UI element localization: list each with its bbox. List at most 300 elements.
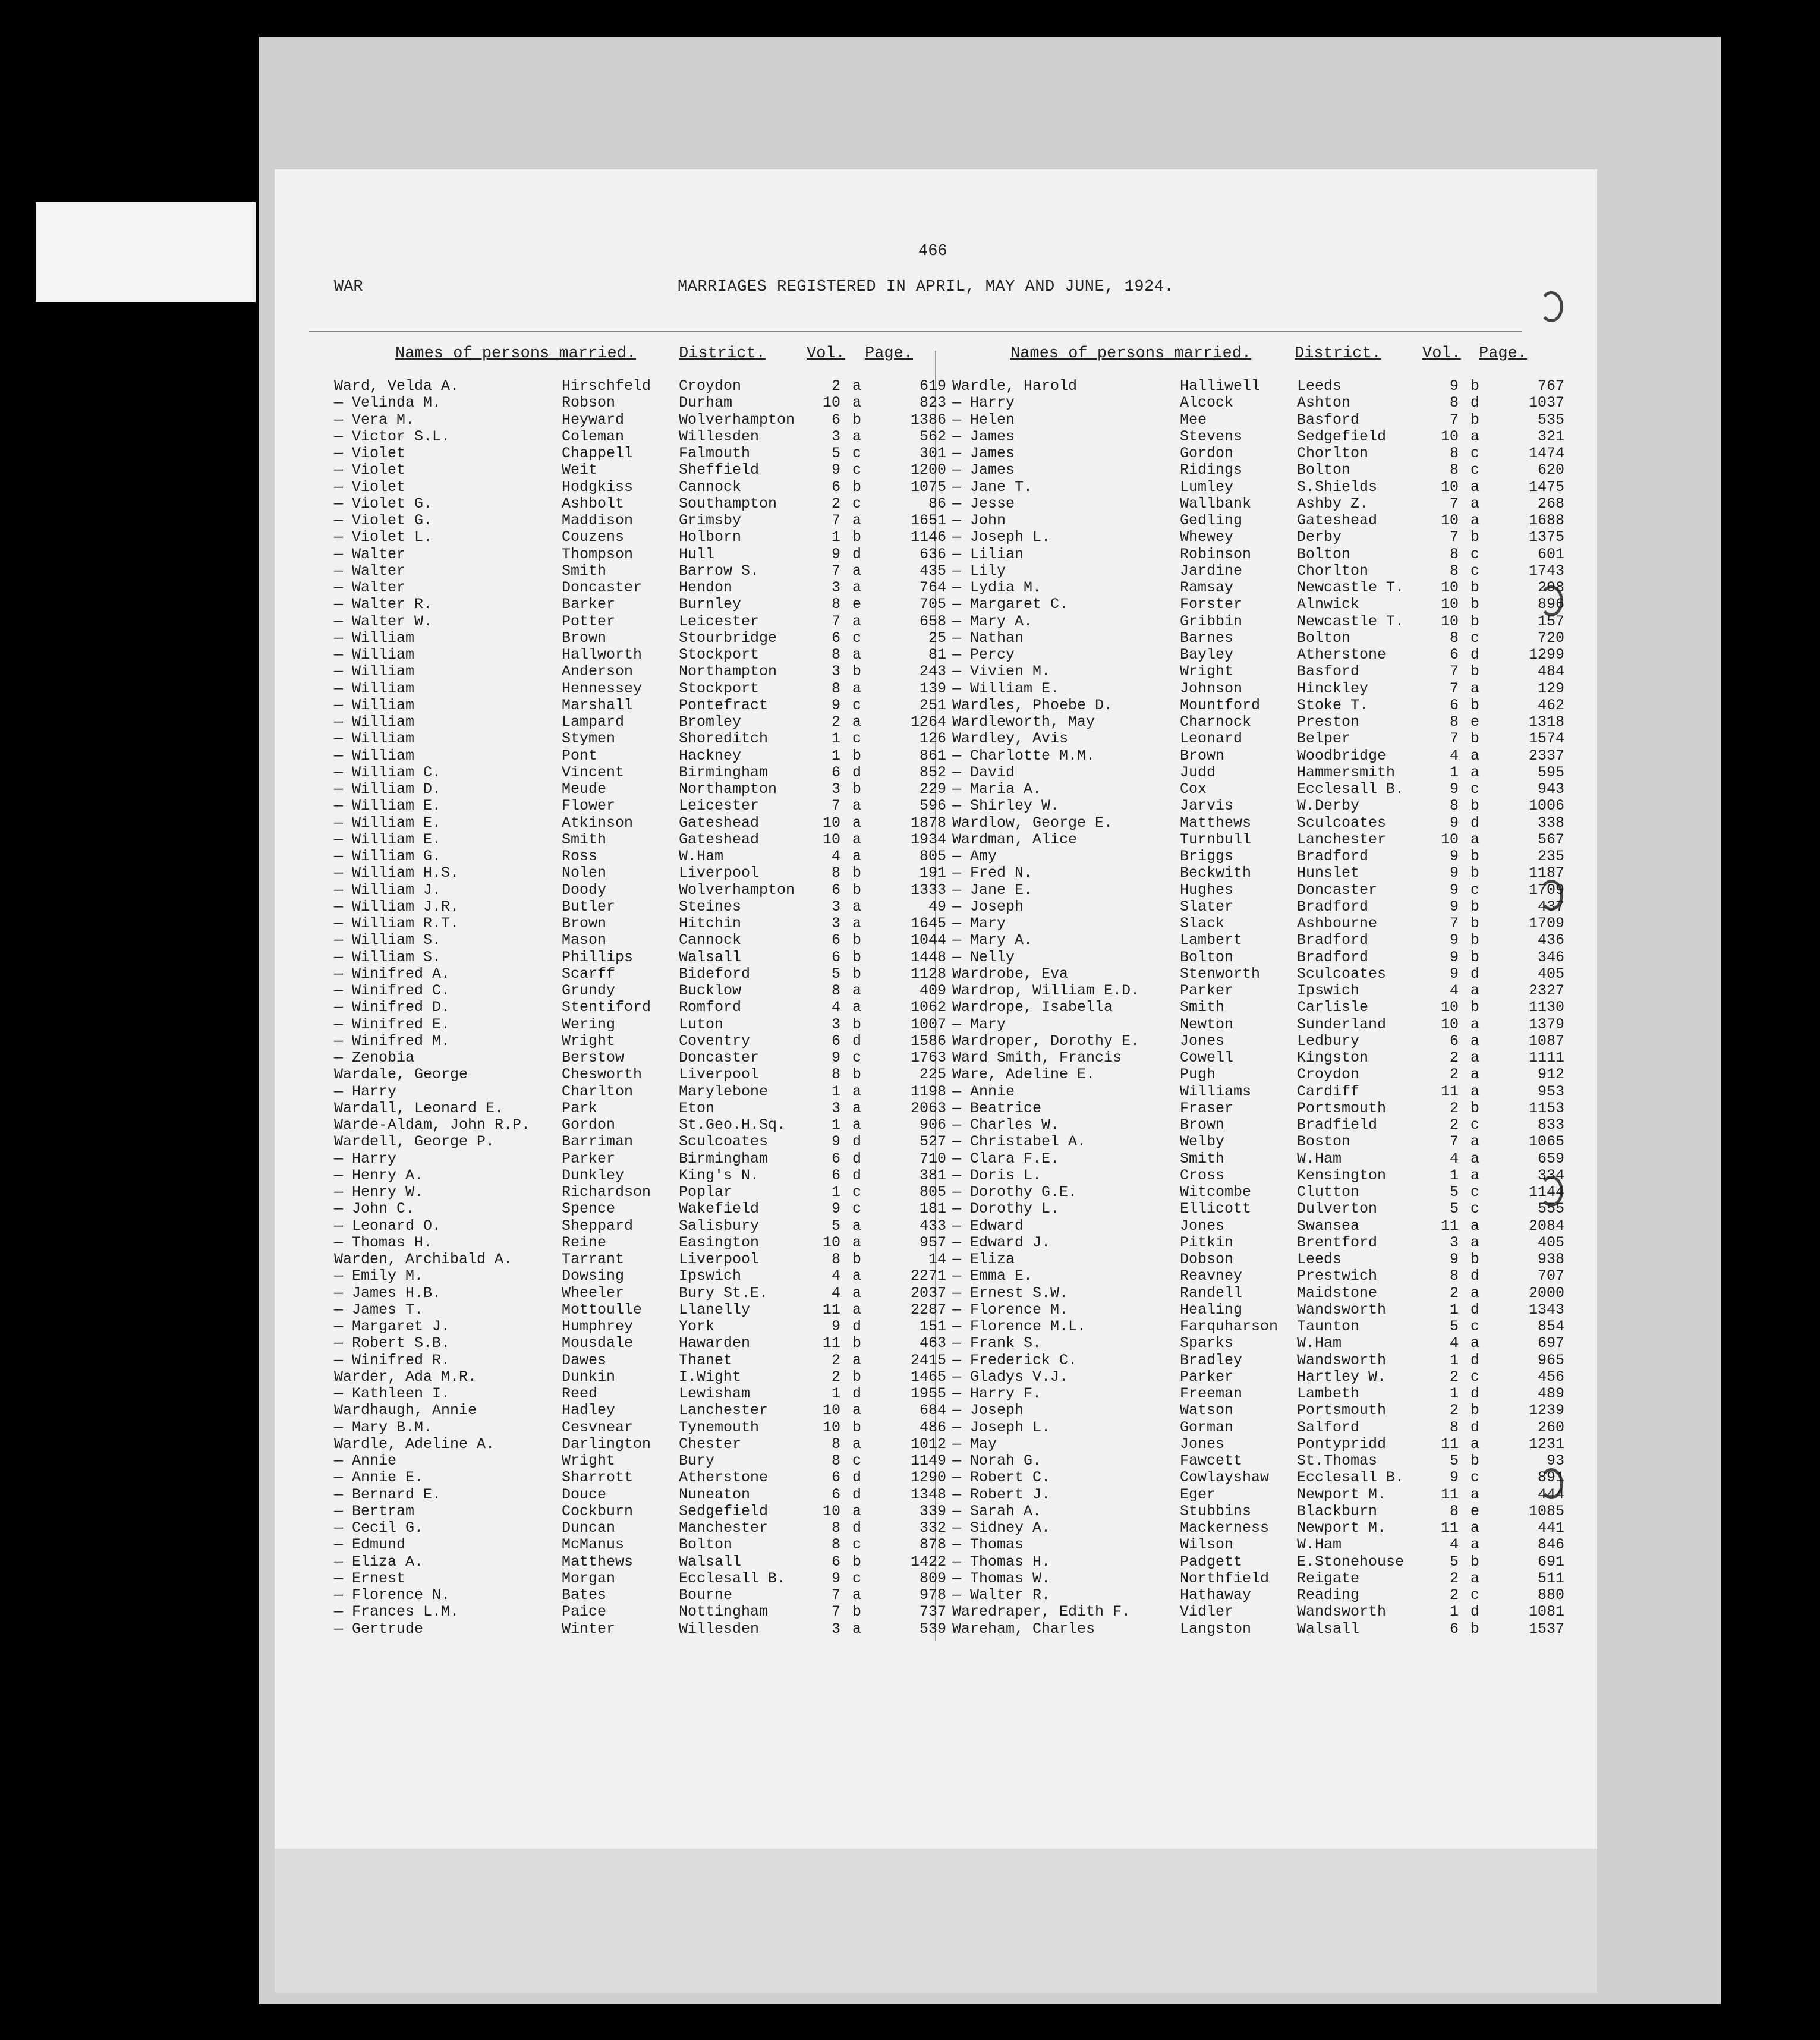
- left-district-header: District.: [679, 345, 766, 363]
- entry-page: 489: [1537, 1385, 1564, 1402]
- entry-volume-part: a: [1471, 1233, 1480, 1251]
- entry-district: Nuneaton: [679, 1485, 751, 1503]
- entry-name: — Joseph L.: [952, 1418, 1051, 1436]
- entry-volume: 8: [1449, 461, 1459, 479]
- entry-page: 181: [919, 1200, 946, 1218]
- entry-volume-part: c: [852, 1200, 862, 1218]
- entry-name: — Harry: [334, 1082, 397, 1100]
- entry-volume: 5: [1449, 1452, 1459, 1469]
- entry-name: Ward, Velda A.: [334, 377, 459, 395]
- entry-page: 1198: [910, 1082, 946, 1100]
- entry-volume: 6: [831, 411, 840, 429]
- entry-district: Newport M.: [1297, 1485, 1387, 1503]
- entry-volume: 1: [831, 1116, 840, 1134]
- entry-volume-part: a: [852, 814, 862, 832]
- entry-volume-part: b: [1471, 864, 1480, 882]
- entry-volume-part: d: [852, 1469, 862, 1487]
- entry-district: Shoreditch: [679, 730, 769, 748]
- entry-page: 1149: [910, 1452, 946, 1469]
- entry-district: Hunslet: [1297, 864, 1360, 882]
- entry-name: — Mary: [952, 915, 1006, 932]
- entry-page: 938: [1537, 1251, 1564, 1268]
- entry-spouse-surname: Brown: [562, 915, 607, 932]
- entry-district: Croydon: [679, 377, 742, 395]
- entry-volume: 2: [1449, 1284, 1459, 1302]
- entry-spouse-surname: Smith: [1180, 1150, 1225, 1167]
- entry-page: 462: [1537, 696, 1564, 714]
- entry-volume: 8: [1449, 1502, 1459, 1520]
- entry-spouse-surname: Doncaster: [562, 579, 643, 596]
- entry-district: Leeds: [1297, 1251, 1342, 1268]
- entry-spouse-surname: Gordon: [562, 1116, 616, 1134]
- entry-page: 405: [1537, 1233, 1564, 1251]
- entry-page: 1386: [910, 411, 946, 429]
- entry-district: Portsmouth: [1297, 1402, 1387, 1419]
- entry-spouse-surname: Fraser: [1180, 1099, 1234, 1117]
- entry-spouse-surname: Mason: [562, 931, 607, 949]
- page-title: MARRIAGES REGISTERED IN APRIL, MAY AND JUNE, 1924.: [678, 278, 1175, 296]
- entry-volume: 9: [1449, 377, 1459, 395]
- entry-volume-part: a: [852, 797, 862, 815]
- entry-volume: 11: [1440, 1435, 1459, 1453]
- entry-spouse-surname: Johnson: [1180, 679, 1243, 697]
- entry-volume: 9: [1449, 1469, 1459, 1487]
- entry-district: Bideford: [679, 965, 751, 983]
- entry-volume-part: a: [1471, 478, 1480, 496]
- entry-volume-part: a: [852, 1620, 862, 1638]
- entry-spouse-surname: Spence: [562, 1200, 616, 1218]
- entry-spouse-surname: Hallworth: [562, 646, 643, 663]
- entry-district: Birmingham: [679, 1150, 769, 1167]
- entry-volume: 1: [831, 747, 840, 764]
- entry-district: Leeds: [1297, 377, 1342, 395]
- entry-name: — William J.: [334, 881, 442, 899]
- entry-page: 441: [1537, 1519, 1564, 1537]
- entry-volume-part: a: [852, 1351, 862, 1369]
- entry-page: 1085: [1528, 1502, 1564, 1520]
- entry-name: — Robert C.: [952, 1469, 1051, 1487]
- entry-spouse-surname: Smith: [562, 562, 607, 580]
- entry-volume: 10: [822, 830, 840, 848]
- entry-page: 409: [919, 982, 946, 999]
- entry-district: Basford: [1297, 411, 1360, 429]
- entry-page: 346: [1537, 948, 1564, 966]
- entry-name: — Jane E.: [952, 881, 1033, 899]
- entry-page: 805: [919, 1183, 946, 1201]
- entry-volume-part: b: [852, 528, 862, 546]
- entry-name: — Ernest S.W.: [952, 1284, 1069, 1302]
- entry-district: Kingston: [1297, 1049, 1369, 1066]
- entry-page: 720: [1537, 629, 1564, 647]
- entry-volume: 10: [1440, 830, 1459, 848]
- entry-name: — Bertram: [334, 1502, 415, 1520]
- entry-name: — James H.B.: [334, 1284, 442, 1302]
- entry-volume: 8: [1449, 797, 1459, 815]
- entry-name: — Robert S.B.: [334, 1334, 451, 1352]
- entry-spouse-surname: Couzens: [562, 528, 625, 546]
- entry-volume-part: b: [1471, 377, 1480, 395]
- entry-district: Bury: [679, 1452, 715, 1469]
- entry-volume-part: d: [1471, 1301, 1480, 1318]
- entry-name: — Thomas W.: [952, 1569, 1051, 1587]
- entry-volume: 7: [831, 512, 840, 529]
- entry-volume: 4: [1449, 1536, 1459, 1554]
- left-names-header: Names of persons married.: [395, 345, 637, 363]
- entry-volume-part: a: [1471, 679, 1480, 697]
- entry-district: Birmingham: [679, 763, 769, 781]
- entry-district: Cardiff: [1297, 1082, 1360, 1100]
- entry-spouse-surname: Tarrant: [562, 1251, 625, 1268]
- entry-name: — Winifred M.: [334, 1032, 451, 1050]
- entry-page: 1343: [1528, 1301, 1564, 1318]
- entry-district: Doncaster: [679, 1049, 760, 1066]
- entry-volume-part: b: [852, 1015, 862, 1033]
- entry-name: — Winifred D.: [334, 999, 451, 1016]
- entry-spouse-surname: Robinson: [1180, 545, 1252, 563]
- entry-volume-part: c: [1471, 1469, 1480, 1487]
- entry-name: — Lydia M.: [952, 579, 1042, 596]
- entry-name: — Emily M.: [334, 1267, 424, 1285]
- entry-name: — William D.: [334, 780, 442, 798]
- entry-name: — Christabel A.: [952, 1133, 1087, 1151]
- entry-name: Wardman, Alice: [952, 830, 1078, 848]
- entry-spouse-surname: Wheeler: [562, 1284, 625, 1302]
- entry-district: Liverpool: [679, 1066, 760, 1084]
- entry-page: 268: [1537, 495, 1564, 512]
- entry-volume: 9: [831, 545, 840, 563]
- entry-page: 1081: [1528, 1603, 1564, 1621]
- entry-spouse-surname: Leonard: [1180, 730, 1243, 748]
- entry-district: Llanelly: [679, 1301, 751, 1318]
- entry-spouse-surname: Chappell: [562, 445, 634, 462]
- entry-page: 486: [919, 1418, 946, 1436]
- entry-volume: 3: [1449, 1233, 1459, 1251]
- entry-volume: 1: [1449, 763, 1459, 781]
- entry-volume-part: b: [1471, 528, 1480, 546]
- entry-district: Grimsby: [679, 512, 742, 529]
- entry-volume-part: a: [1471, 1217, 1480, 1235]
- entry-volume: 6: [831, 1032, 840, 1050]
- entry-page: 1475: [1528, 478, 1564, 496]
- entry-page: 596: [919, 797, 946, 815]
- entry-name: — William: [334, 696, 415, 714]
- entry-name: — Winifred C.: [334, 982, 451, 999]
- entry-name: — Leonard O.: [334, 1217, 442, 1235]
- entry-district: Hendon: [679, 579, 733, 596]
- entry-volume: 8: [831, 679, 840, 697]
- entry-district: Northampton: [679, 780, 777, 798]
- entry-volume: 4: [1449, 1334, 1459, 1352]
- entry-page: 1348: [910, 1485, 946, 1503]
- entry-volume: 2: [831, 1368, 840, 1386]
- entry-spouse-surname: Cowell: [1180, 1049, 1234, 1066]
- entry-volume: 3: [831, 1015, 840, 1033]
- entry-volume: 7: [1449, 679, 1459, 697]
- entry-volume-part: a: [1471, 1082, 1480, 1100]
- entry-name: — Thomas H.: [334, 1233, 433, 1251]
- entry-name: — Eliza: [952, 1251, 1015, 1268]
- entry-name: — Thomas: [952, 1536, 1024, 1554]
- entry-volume-part: b: [852, 948, 862, 966]
- entry-volume: 6: [831, 629, 840, 647]
- entry-page: 562: [919, 427, 946, 445]
- entry-volume: 8: [1449, 629, 1459, 647]
- entry-volume: 1: [831, 528, 840, 546]
- entry-name: — William E.: [952, 679, 1060, 697]
- entry-page: 49: [928, 898, 946, 915]
- entry-volume-part: b: [1471, 915, 1480, 932]
- entry-name: — Nelly: [952, 948, 1015, 966]
- entry-volume: 7: [831, 1603, 840, 1621]
- entry-name: — William E.: [334, 797, 442, 815]
- entry-volume-part: a: [852, 679, 862, 697]
- entry-volume-part: c: [1471, 629, 1480, 647]
- entry-district: Falmouth: [679, 445, 751, 462]
- entry-name: — Winifred R.: [334, 1351, 451, 1369]
- entry-page: 852: [919, 763, 946, 781]
- entry-volume-part: b: [852, 780, 862, 798]
- entry-district: Pontypridd: [1297, 1435, 1387, 1453]
- entry-name: Wardale, George: [334, 1066, 468, 1084]
- entry-spouse-surname: Darlington: [562, 1435, 651, 1453]
- entry-name: — Margaret J.: [334, 1318, 451, 1335]
- entry-district: Leicester: [679, 797, 760, 815]
- entry-name: Warden, Archibald A.: [334, 1251, 513, 1268]
- entry-page: 2271: [910, 1267, 946, 1285]
- entry-volume-part: a: [1471, 495, 1480, 512]
- entry-name: — John C.: [334, 1200, 415, 1218]
- entry-district: Sedgefield: [679, 1502, 769, 1520]
- entry-volume: 7: [1449, 730, 1459, 748]
- entry-spouse-surname: Healing: [1180, 1301, 1243, 1318]
- entry-volume: 10: [1440, 999, 1459, 1016]
- entry-page: 1379: [1528, 1015, 1564, 1033]
- entry-spouse-surname: Ashbolt: [562, 495, 625, 512]
- entry-volume-part: b: [852, 1066, 862, 1084]
- entry-district: Chorlton: [1297, 562, 1369, 580]
- entry-page: 405: [1537, 965, 1564, 983]
- entry-page: 619: [919, 377, 946, 395]
- entry-name: — Joseph L.: [952, 528, 1051, 546]
- entry-page: 2084: [1528, 1217, 1564, 1235]
- entry-volume: 9: [831, 696, 840, 714]
- entry-spouse-surname: Stymen: [562, 730, 616, 748]
- entry-name: Wardrop, William E.D.: [952, 982, 1140, 999]
- entry-page: 805: [919, 848, 946, 865]
- entry-district: Croydon: [1297, 1066, 1360, 1084]
- entry-district: W.Ham: [1297, 1150, 1342, 1167]
- entry-volume: 8: [1449, 445, 1459, 462]
- entry-name: — Beatrice: [952, 1099, 1042, 1117]
- entry-volume-part: a: [852, 1217, 862, 1235]
- entry-district: Woodbridge: [1297, 747, 1387, 764]
- entry-name: — William S.: [334, 931, 442, 949]
- entry-page: 301: [919, 445, 946, 462]
- entry-volume-part: c: [1471, 1318, 1480, 1335]
- entry-spouse-surname: Bayley: [1180, 646, 1234, 663]
- entry-volume-part: e: [852, 596, 862, 613]
- entry-spouse-surname: Mousdale: [562, 1334, 634, 1352]
- entry-volume-part: a: [852, 1267, 862, 1285]
- entry-volume: 8: [831, 646, 840, 663]
- entry-name: — Lily: [952, 562, 1006, 580]
- entry-volume-part: a: [852, 612, 862, 630]
- entry-name: — Walter R.: [952, 1586, 1051, 1604]
- entry-spouse-surname: Gedling: [1180, 512, 1243, 529]
- entry-spouse-surname: Phillips: [562, 948, 634, 966]
- entry-name: — James T.: [334, 1301, 424, 1318]
- entry-spouse-surname: Bradley: [1180, 1351, 1243, 1369]
- entry-page: 229: [919, 780, 946, 798]
- entry-volume: 2: [1449, 1099, 1459, 1117]
- entry-name: — Walter R.: [334, 596, 433, 613]
- entry-name: Wardle, Harold: [952, 377, 1078, 395]
- entry-district: Ashby Z.: [1297, 495, 1369, 512]
- entry-spouse-surname: Dawes: [562, 1351, 607, 1369]
- entry-page: 1144: [1528, 1183, 1564, 1201]
- entry-district: Dulverton: [1297, 1200, 1378, 1218]
- entry-volume-part: a: [1471, 982, 1480, 999]
- entry-district: Nottingham: [679, 1603, 769, 1621]
- entry-name: — William J.R.: [334, 898, 459, 915]
- entry-spouse-surname: Humphrey: [562, 1318, 634, 1335]
- entry-spouse-surname: Berstow: [562, 1049, 625, 1066]
- entry-volume-part: a: [1471, 512, 1480, 529]
- entry-name: — James: [952, 427, 1015, 445]
- entry-volume: 9: [831, 1569, 840, 1587]
- entry-district: Stoke T.: [1297, 696, 1369, 714]
- entry-page: 1087: [1528, 1032, 1564, 1050]
- entry-page: 809: [919, 1569, 946, 1587]
- entry-name: — Florence M.L.: [952, 1318, 1087, 1335]
- entry-volume-part: d: [852, 1485, 862, 1503]
- entry-page: 339: [919, 1502, 946, 1520]
- entry-name: — Edward J.: [952, 1233, 1051, 1251]
- entry-volume: 9: [1449, 1251, 1459, 1268]
- entry-page: 334: [1537, 1166, 1564, 1184]
- entry-page: 595: [1537, 763, 1564, 781]
- entry-district: Luton: [679, 1015, 724, 1033]
- entry-spouse-surname: Slack: [1180, 915, 1225, 932]
- entry-page: 1586: [910, 1032, 946, 1050]
- entry-name: — William: [334, 730, 415, 748]
- entry-district: Poplar: [679, 1183, 733, 1201]
- entry-name: — Vivien M.: [952, 663, 1051, 681]
- entry-volume: 1: [1449, 1166, 1459, 1184]
- entry-volume: 10: [1440, 427, 1459, 445]
- entry-spouse-surname: Jarvis: [1180, 797, 1234, 815]
- entry-volume: 10: [822, 1402, 840, 1419]
- entry-volume-part: c: [1471, 562, 1480, 580]
- entry-page: 129: [1537, 679, 1564, 697]
- entry-page: 1239: [1528, 1402, 1564, 1419]
- index-range-label: WAR: [334, 278, 363, 296]
- entry-volume: 7: [1449, 663, 1459, 681]
- entry-name: Ware, Adeline E.: [952, 1066, 1095, 1084]
- entry-volume-part: c: [1471, 881, 1480, 899]
- entry-district: Lanchester: [679, 1402, 769, 1419]
- entry-spouse-surname: Brown: [1180, 747, 1225, 764]
- entry-district: Bradford: [1297, 948, 1369, 966]
- entry-district: Wandsworth: [1297, 1351, 1387, 1369]
- entry-volume: 1: [831, 1183, 840, 1201]
- entry-name: — Sarah A.: [952, 1502, 1042, 1520]
- entry-volume: 6: [1449, 1620, 1459, 1638]
- entry-page: 767: [1537, 377, 1564, 395]
- entry-name: — Violet: [334, 445, 406, 462]
- entry-spouse-surname: Slater: [1180, 898, 1234, 915]
- entry-name: — Eliza A.: [334, 1553, 424, 1570]
- entry-spouse-surname: Eger: [1180, 1485, 1216, 1503]
- entry-spouse-surname: Langston: [1180, 1620, 1252, 1638]
- entry-page: 235: [1537, 848, 1564, 865]
- entry-page: 1934: [910, 830, 946, 848]
- entry-volume-part: a: [852, 377, 862, 395]
- entry-volume: 9: [831, 1200, 840, 1218]
- entry-volume-part: a: [852, 1435, 862, 1453]
- entry-volume: 10: [822, 1418, 840, 1436]
- entry-volume-part: c: [1471, 1586, 1480, 1604]
- entry-district: Easington: [679, 1233, 760, 1251]
- entry-district: Stockport: [679, 646, 760, 663]
- entry-page: 710: [919, 1150, 946, 1167]
- entry-page: 823: [919, 394, 946, 412]
- entry-district: Sheffield: [679, 461, 760, 479]
- entry-volume: 8: [1449, 394, 1459, 412]
- entry-volume: 1: [831, 1082, 840, 1100]
- entry-spouse-surname: Dunkley: [562, 1166, 625, 1184]
- entry-district: Leicester: [679, 612, 760, 630]
- entry-spouse-surname: Hadley: [562, 1402, 616, 1419]
- entry-page: 846: [1537, 1536, 1564, 1554]
- entry-volume: 11: [1440, 1217, 1459, 1235]
- entry-volume: 7: [1449, 1133, 1459, 1151]
- entry-spouse-surname: Gribbin: [1180, 612, 1243, 630]
- entry-page: 906: [919, 1116, 946, 1134]
- entry-page: 260: [1537, 1418, 1564, 1436]
- entry-district: Pontefract: [679, 696, 769, 714]
- entry-name: — Maria A.: [952, 780, 1042, 798]
- entry-page: 1065: [1528, 1133, 1564, 1151]
- entry-district: Walsall: [1297, 1620, 1360, 1638]
- entry-volume: 4: [831, 848, 840, 865]
- entry-name: — May: [952, 1435, 997, 1453]
- entry-volume-part: a: [852, 1284, 862, 1302]
- entry-district: Prestwich: [1297, 1267, 1378, 1285]
- entry-volume-part: c: [1471, 445, 1480, 462]
- entry-page: 2415: [910, 1351, 946, 1369]
- entry-volume: 6: [831, 931, 840, 949]
- entry-spouse-surname: Mottoulle: [562, 1301, 643, 1318]
- entry-volume: 5: [1449, 1553, 1459, 1570]
- entry-volume: 8: [831, 1435, 840, 1453]
- entry-name: Warde-Aldam, John R.P.: [334, 1116, 531, 1134]
- entry-volume-part: b: [852, 411, 862, 429]
- entry-volume: 7: [1449, 528, 1459, 546]
- entry-volume: 1: [1449, 1351, 1459, 1369]
- entry-spouse-surname: Hodgkiss: [562, 478, 634, 496]
- entry-name: — James: [952, 445, 1015, 462]
- entry-spouse-surname: Stentiford: [562, 999, 651, 1016]
- entry-spouse-surname: Potter: [562, 612, 616, 630]
- entry-spouse-surname: Halliwell: [1180, 377, 1261, 395]
- entry-spouse-surname: Brown: [562, 629, 607, 647]
- entry-district: Chorlton: [1297, 445, 1369, 462]
- entry-name: Wareham, Charles: [952, 1620, 1095, 1638]
- entry-volume: 3: [831, 427, 840, 445]
- entry-name: Wardell, George P.: [334, 1133, 495, 1151]
- entry-page: 1200: [910, 461, 946, 479]
